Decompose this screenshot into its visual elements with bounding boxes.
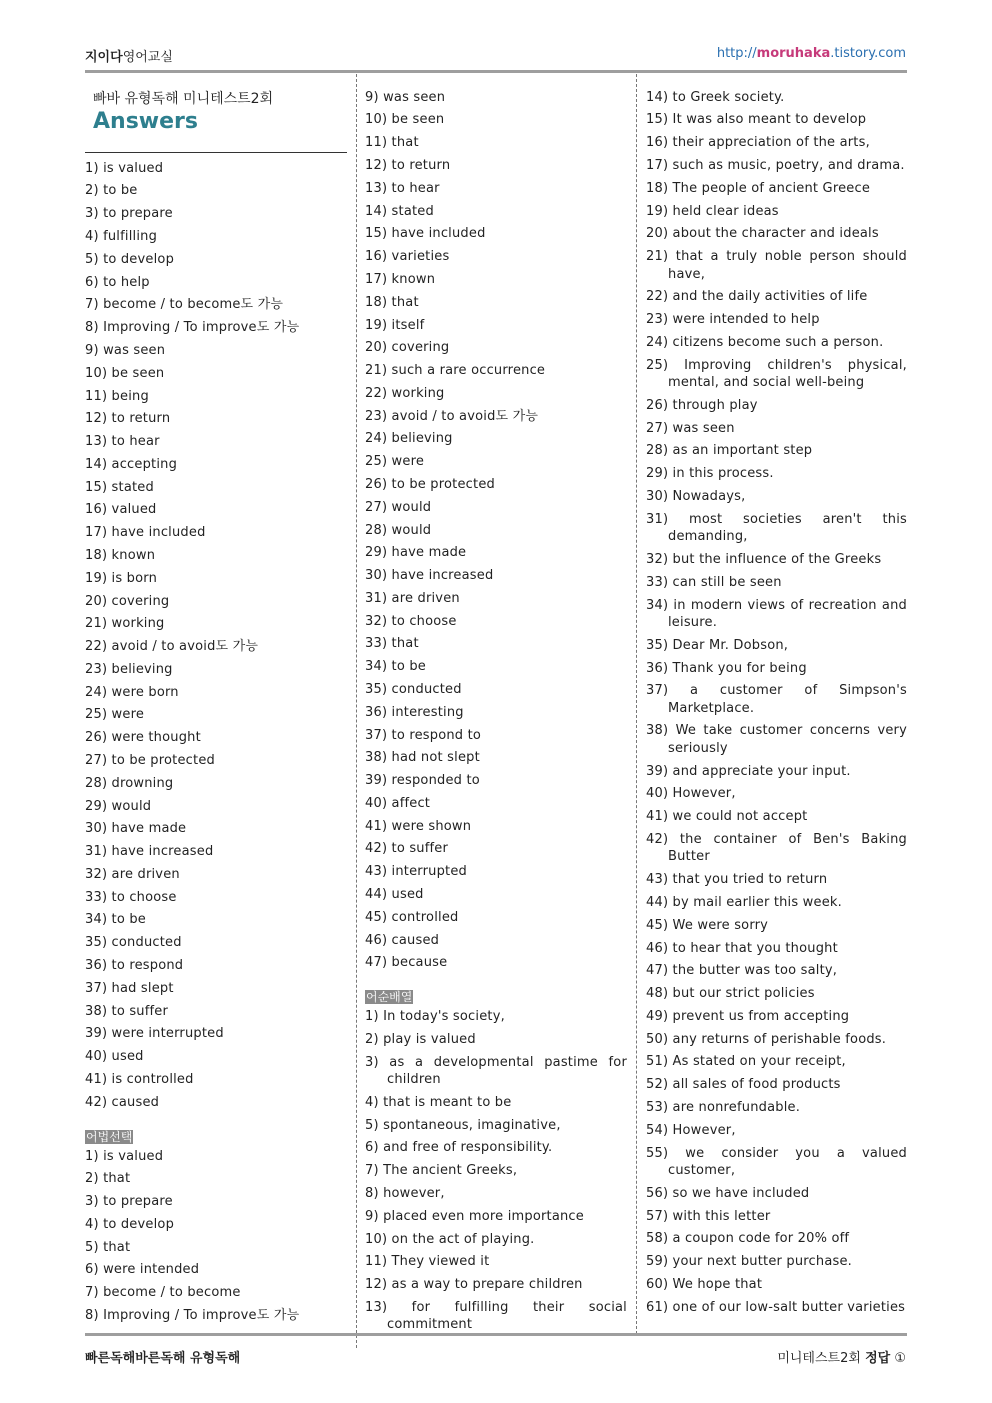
answer-item: 9) was seen: [365, 89, 446, 105]
answer-item: 8) Improving / To improve도 가능: [85, 320, 300, 336]
answer-item: [365, 1228, 627, 1251]
answer-item: [646, 806, 907, 829]
answer-item: [646, 485, 907, 508]
answer-item: [646, 828, 907, 868]
answer-line: 40) However,: [646, 786, 736, 802]
answer-item: 25) were: [85, 707, 145, 723]
answer-item: [365, 1091, 627, 1114]
footer-answer-label: 정답: [865, 1351, 891, 1366]
answer-item: 1) is valued: [85, 1148, 164, 1164]
answer-item: [646, 308, 907, 331]
answer-item: 29) have made: [365, 545, 467, 561]
answer-item: [646, 1273, 907, 1296]
answer-item: 8) Improving / To improve도 가능: [85, 1307, 300, 1323]
answer-item: 42) caused: [85, 1094, 160, 1110]
answer-line: 37) a customer of Simpson's: [646, 683, 907, 699]
answer-item: [646, 463, 907, 486]
answer-line: 15) It was also meant to develop: [646, 112, 867, 128]
answer-item: 5) to develop: [85, 251, 175, 267]
answer-line: 58) a coupon code for 20% off: [646, 1231, 850, 1247]
answer-item: 2) to be: [85, 183, 138, 199]
section-label-grammar: 어법선택: [86, 1129, 133, 1144]
answer-line: 44) by mail earlier this week.: [646, 894, 842, 910]
answer-item: [646, 869, 907, 892]
answer-item: 4) fulfilling: [85, 229, 158, 245]
answer-line: 30) Nowadays,: [646, 489, 746, 504]
answer-item: [646, 914, 907, 937]
brand-bold: 지이다: [85, 50, 123, 65]
answer-line: 14) to Greek society.: [646, 89, 785, 105]
answer-item: 39) were interrupted: [85, 1026, 224, 1042]
answer-item: 30) have made: [85, 821, 187, 837]
answer-line: 31) most societies aren't this: [646, 511, 907, 527]
answer-item: [365, 1182, 627, 1205]
answer-line: 45) We were sorry: [646, 917, 769, 933]
header-brand: [85, 46, 173, 65]
answer-item: 21) such a rare occurrence: [365, 363, 546, 379]
bottom-rule: [85, 1333, 907, 1336]
answer-item: 30) have increased: [365, 568, 494, 584]
answer-item: [365, 1205, 627, 1228]
answer-item: [365, 1114, 627, 1137]
answer-item: [646, 1119, 907, 1142]
answer-item: 37) had slept: [85, 980, 174, 996]
answer-item: 35) conducted: [365, 682, 462, 697]
answer-line: 42) the container of Ben's Baking: [646, 832, 907, 847]
answer-item: 24) were born: [85, 684, 179, 700]
answer-line: 53) are nonrefundable.: [646, 1100, 801, 1115]
answer-item: 31) have increased: [85, 844, 214, 860]
answer-line: 18) The people of ancient Greece: [646, 180, 871, 196]
column-divider-2: [636, 74, 637, 1334]
answer-line: 23) were intended to help: [646, 312, 820, 328]
header-url[interactable]: [717, 46, 906, 61]
answer-item: [646, 760, 907, 783]
answer-item: [646, 154, 907, 177]
answer-item: 23) avoid / to avoid도 가능: [365, 408, 539, 424]
footer-test-name: 미니테스트2회: [777, 1351, 866, 1366]
answer-line-continued: Marketplace.: [668, 700, 755, 716]
answer-line: 9) placed even more importance: [365, 1208, 584, 1224]
answer-line: 57) with this letter: [646, 1208, 771, 1224]
answer-line: 48) but our strict policies: [646, 986, 815, 1002]
answer-item: 23) believing: [85, 661, 173, 677]
answer-item: 36) interesting: [365, 704, 464, 720]
answer-item: [646, 1228, 907, 1251]
answer-item: 11) that: [365, 135, 419, 151]
answer-item: 7) become / to become: [85, 1285, 241, 1301]
answer-item: 37) to respond to: [365, 727, 482, 743]
answer-item: 25) were: [365, 454, 425, 470]
answer-line: 22) and the daily activities of life: [646, 289, 868, 305]
answer-item: [646, 440, 907, 463]
footer-page-number: ①: [890, 1351, 906, 1366]
answer-line-continued: children: [387, 1072, 441, 1088]
answer-line: 17) such as music, poetry, and drama.: [646, 158, 905, 174]
test-subtitle: 빠바 유형독해 미니테스트2회: [93, 91, 274, 107]
answer-item: [646, 86, 907, 109]
answer-item: [646, 286, 907, 309]
answer-item: [646, 1028, 907, 1051]
answer-item: [646, 594, 907, 634]
answer-line: 11) They viewed it: [365, 1254, 490, 1270]
answer-item: [646, 720, 907, 760]
answer-item: [646, 417, 907, 440]
answer-item: [646, 1142, 907, 1182]
answer-line: 6) and free of responsibility.: [365, 1140, 553, 1156]
answer-item: 19) is born: [85, 570, 158, 586]
answer-line: 7) The ancient Greeks,: [365, 1163, 518, 1179]
answer-line: 12) as a way to prepare children: [365, 1277, 583, 1293]
answer-item: 42) to suffer: [365, 841, 449, 857]
answer-item: 27) to be protected: [85, 753, 215, 768]
answer-line: 56) so we have included: [646, 1185, 810, 1201]
answer-item: [646, 354, 907, 394]
answer-item: [646, 1051, 907, 1074]
answer-item: [365, 1005, 627, 1028]
url-suffix: .tistory.com: [830, 46, 906, 61]
footer-book-title: 빠른독해바른독해 유형독해: [85, 1351, 241, 1366]
answer-line: 21) that a truly noble person should: [646, 249, 907, 265]
answer-item: 9) was seen: [85, 342, 166, 358]
brand-rest: 영어교실: [122, 50, 173, 65]
answer-item: [646, 177, 907, 200]
answer-line: 2) play is valued: [365, 1031, 476, 1047]
answer-line: 1) In today's society,: [365, 1009, 505, 1025]
answer-line: 3) as a developmental pastime for: [365, 1054, 627, 1070]
answer-item: 15) stated: [85, 479, 154, 495]
answer-line: 29) in this process.: [646, 466, 774, 482]
answer-item: [646, 1096, 907, 1119]
answer-line: 24) citizens become such a person.: [646, 334, 884, 350]
answer-item: [365, 1160, 627, 1183]
answer-item: [646, 960, 907, 983]
answer-line-continued: have,: [668, 266, 706, 282]
answer-line: 46) to hear that you thought: [646, 940, 838, 956]
answer-item: [646, 657, 907, 680]
answer-item: [365, 1137, 627, 1160]
answer-line: 13) for fulfilling their social: [365, 1299, 627, 1315]
answer-item: 32) to choose: [365, 613, 457, 629]
answer-line: 41) we could not accept: [646, 809, 808, 825]
answer-item: [646, 1250, 907, 1273]
answer-line-continued: demanding,: [668, 529, 748, 545]
answer-item: 39) responded to: [365, 773, 480, 789]
answer-line: 26) through play: [646, 397, 758, 413]
answer-item: 16) varieties: [365, 249, 450, 265]
column-2: [365, 86, 627, 1336]
footer-page-label: [777, 1347, 906, 1366]
answers-heading: Answers: [93, 109, 198, 134]
answer-item: 15) have included: [365, 226, 486, 242]
answer-line-continued: seriously: [668, 740, 728, 756]
answer-line-continued: leisure.: [668, 614, 718, 630]
answer-item: 20) covering: [85, 593, 170, 609]
answer-item: [646, 1296, 907, 1319]
answer-list-2: [365, 86, 627, 974]
answer-item: 5) that: [85, 1239, 131, 1255]
answer-item: [365, 1251, 627, 1274]
answer-line: 35) Dear Mr. Dobson,: [646, 637, 789, 653]
answer-line: 47) the butter was too salty,: [646, 963, 838, 979]
answer-item: 11) being: [85, 388, 149, 404]
answer-item: 24) believing: [365, 431, 453, 447]
answer-item: [365, 1028, 627, 1051]
answer-line: 60) We hope that: [646, 1276, 763, 1292]
answer-item: [646, 937, 907, 960]
answer-line: 49) prevent us from accepting: [646, 1008, 850, 1024]
answer-line: 25) Improving children's physical,: [646, 357, 907, 373]
answer-item: 13) to hear: [85, 434, 160, 450]
answer-item: [646, 245, 907, 285]
answer-item: 4) to develop: [85, 1216, 175, 1232]
answer-item: [646, 571, 907, 594]
answer-item: [646, 508, 907, 548]
answer-item: 19) itself: [365, 317, 425, 333]
answer-item: 40) used: [85, 1049, 144, 1065]
column-divider-1: [356, 74, 357, 1348]
answer-item: [646, 1005, 907, 1028]
answer-line: 51) As stated on your receipt,: [646, 1054, 846, 1070]
answer-line: 27) was seen: [646, 420, 735, 436]
answer-item: [646, 331, 907, 354]
answer-item: 22) avoid / to avoid도 가능: [85, 639, 259, 655]
answer-item: [646, 109, 907, 132]
answer-item: 3) to prepare: [85, 206, 173, 222]
answer-line-continued: Butter: [668, 849, 710, 865]
answer-item: [646, 634, 907, 657]
answer-line: 59) your next butter purchase.: [646, 1254, 853, 1270]
answer-item: 26) to be protected: [365, 476, 495, 492]
answer-item: 3) to prepare: [85, 1194, 173, 1210]
answer-item: [365, 1296, 627, 1336]
answer-item: 14) accepting: [85, 456, 178, 472]
answer-line-continued: customer,: [668, 1162, 736, 1178]
answer-item: [646, 548, 907, 571]
answer-item: [646, 132, 907, 155]
answer-item: 22) working: [365, 385, 445, 401]
answer-item: [365, 1273, 627, 1296]
answer-line: 34) in modern views of recreation and: [646, 597, 907, 613]
answer-item: 31) are driven: [365, 590, 460, 606]
answer-item: 2) that: [85, 1171, 131, 1187]
answer-item: 17) known: [365, 271, 436, 287]
answer-item: 47) because: [365, 955, 448, 971]
answer-line: 28) as an important step: [646, 443, 813, 459]
answer-line: 4) that is meant to be: [365, 1094, 512, 1110]
answer-item: 34) to be: [365, 659, 426, 675]
answer-item: 33) to choose: [85, 889, 177, 905]
column-1: [85, 86, 347, 1327]
answer-item: 34) to be: [85, 912, 146, 928]
answer-item: 12) to return: [365, 158, 451, 174]
title-block: [85, 86, 347, 153]
answer-item: 18) known: [85, 547, 156, 563]
section-label-word-order: 어순배열: [366, 990, 413, 1005]
answer-item: 40) affect: [365, 795, 431, 811]
answer-item: 29) would: [85, 798, 152, 814]
url-bold: moruhaka: [756, 46, 831, 61]
answer-item: [646, 891, 907, 914]
answer-line: 8) however,: [365, 1186, 445, 1202]
answer-item: 45) controlled: [365, 909, 459, 925]
top-rule: [85, 70, 907, 73]
answer-line: 33) can still be seen: [646, 574, 782, 590]
answer-item: 32) are driven: [85, 866, 180, 882]
answer-item: 20) covering: [365, 340, 450, 356]
answer-item: [646, 1182, 907, 1205]
answer-item: 10) be seen: [365, 112, 445, 128]
answer-line: 50) any returns of perishable foods.: [646, 1031, 887, 1047]
answer-item: [646, 223, 907, 246]
answer-line: 19) held clear ideas: [646, 203, 779, 219]
answer-item: [646, 680, 907, 720]
answer-line: 32) but the influence of the Greeks: [646, 551, 882, 567]
answer-line: 5) spontaneous, imaginative,: [365, 1117, 561, 1133]
answer-item: 16) valued: [85, 502, 157, 518]
answer-line: 43) that you tried to return: [646, 872, 828, 888]
answer-item: 46) caused: [365, 932, 440, 948]
answer-line: 16) their appreciation of the arts,: [646, 135, 870, 151]
answer-line: 10) on the act of playing.: [365, 1231, 535, 1247]
word-order-answer-list: [365, 1005, 627, 1336]
answer-item: 38) to suffer: [85, 1003, 169, 1019]
answer-item: 1) is valued: [85, 160, 164, 176]
answer-item: [646, 1074, 907, 1097]
answer-item: 6) to help: [85, 274, 150, 290]
answer-line-continued: commitment: [387, 1317, 473, 1333]
answer-line: 20) about the character and ideals: [646, 226, 879, 242]
answer-line: 61) one of our low-salt butter varieties: [646, 1299, 906, 1315]
answer-line: 38) We take customer concerns very: [646, 723, 907, 739]
answer-line: 36) Thank you for being: [646, 660, 807, 676]
answer-item: 12) to return: [85, 411, 171, 427]
url-prefix: http://: [716, 46, 757, 61]
answer-line: 54) However,: [646, 1122, 736, 1138]
answer-item: 36) to respond: [85, 958, 184, 974]
answer-item: 26) were thought: [85, 730, 201, 746]
answer-item: [646, 1205, 907, 1228]
answer-item: 35) conducted: [85, 935, 182, 951]
grammar-answer-list: [85, 1145, 347, 1327]
answer-item: 14) stated: [365, 203, 434, 219]
column-3: [646, 86, 907, 1319]
answer-line: 39) and appreciate your input.: [646, 763, 851, 779]
answer-item: 41) is controlled: [85, 1071, 194, 1087]
answer-line: 52) all sales of food products: [646, 1077, 841, 1093]
answer-item: 6) were intended: [85, 1262, 200, 1278]
answer-item: 33) that: [365, 636, 419, 652]
answer-item: 28) would: [365, 522, 432, 538]
answer-item: 18) that: [365, 294, 419, 310]
answer-item: [646, 394, 907, 417]
answer-item: [646, 982, 907, 1005]
answer-item: 41) were shown: [365, 818, 472, 834]
answer-item: 38) had not slept: [365, 750, 480, 766]
answer-line-continued: mental, and social well-being: [668, 375, 865, 391]
answer-list-1: [85, 157, 347, 1114]
answer-item: [646, 200, 907, 223]
answer-item: 44) used: [365, 887, 424, 903]
answer-item: 10) be seen: [85, 365, 165, 381]
answer-item: 17) have included: [85, 525, 206, 541]
answer-item: 28) drowning: [85, 775, 174, 791]
answer-item: [646, 783, 907, 806]
answer-item: 13) to hear: [365, 180, 440, 196]
answer-item: 27) would: [365, 499, 432, 515]
answer-list-3: [646, 86, 907, 1319]
answer-item: [365, 1051, 627, 1091]
answer-item: 43) interrupted: [365, 864, 467, 880]
answer-line: 55) we consider you a valued: [646, 1145, 907, 1161]
answer-item: 7) become / to become도 가능: [85, 297, 284, 313]
answer-item: 21) working: [85, 616, 165, 632]
